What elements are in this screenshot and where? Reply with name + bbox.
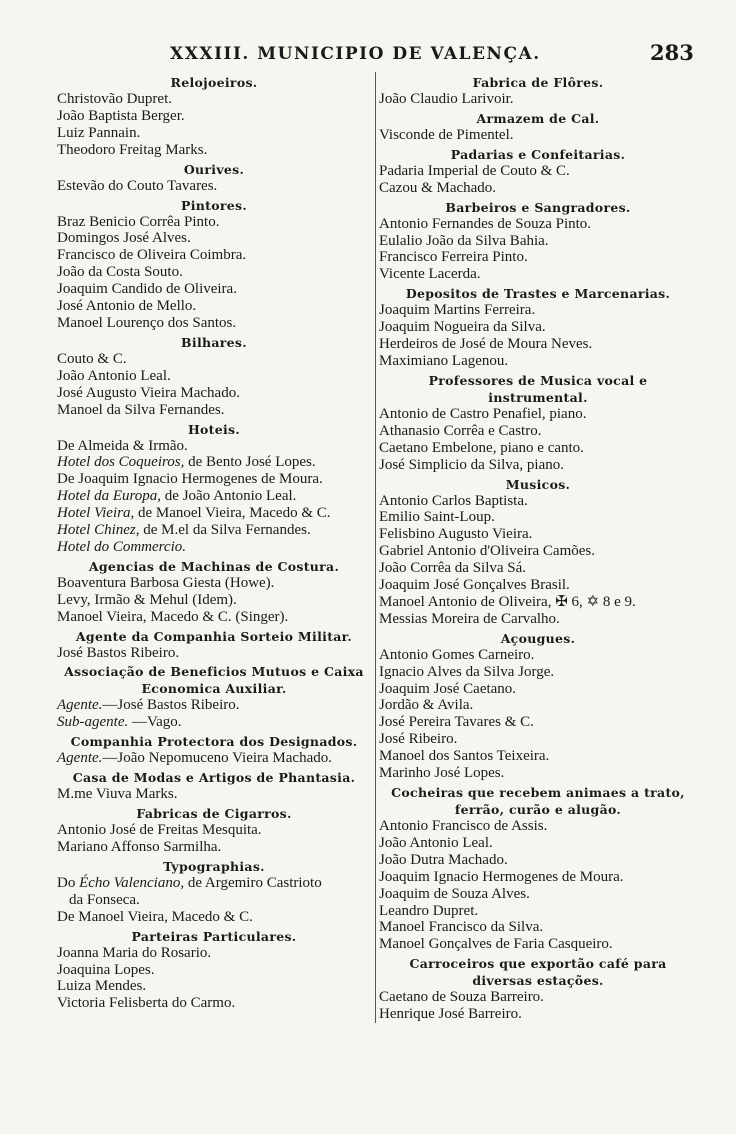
entry-text: Antonio Carlos Baptista. [379,492,528,509]
directory-section [57,197,371,332]
section-title: Typographias. [163,858,265,874]
directory-entry [379,765,697,782]
section-title: Relojoeiros. [170,75,258,90]
directory-section [57,628,371,662]
directory-entry [379,697,697,714]
directory-columns [57,72,691,1072]
directory-entry [379,216,697,233]
entry-text: Victoria Felisberta do Carmo. [57,995,236,1012]
directory-entry [57,962,371,979]
entry-text: José Augusto Vieira Machado. [57,384,240,401]
directory-entry [379,233,697,250]
directory-entry [57,786,371,803]
entry-text: Theodoro Freitag Marks. [57,141,208,158]
directory-entry [57,945,371,962]
entry-text: Manoel Vieira, Macedo & C. (Singer). [57,608,289,625]
entry-text: de Manoel Vieira, Macedo & C. [134,505,331,522]
entry-text: José Bastos Ribeiro. [57,644,180,661]
section-title: Parteiras Particulares. [131,928,297,944]
entry-text: Manoel Antonio de Oliveira, ✠ 6, ✡ 8 e 9. [379,593,636,610]
directory-section [379,110,697,144]
directory-entry [57,438,371,455]
entry-text: Joaquim Nogueira da Silva. [379,319,546,336]
directory-entry [379,163,697,180]
directory-section [57,161,371,195]
entry-text: Messias Moreira de Carvalho. [379,610,560,627]
directory-section [379,74,697,108]
entry-text: João Claudio Larivoir. [379,91,514,107]
directory-entry [379,577,697,594]
directory-entry [57,575,371,592]
entry-italic: Hotel Chinez, [57,522,140,539]
section-title: Padarias e Confeitarias. [450,146,626,162]
directory-entry [57,822,371,839]
directory-entry [379,852,697,869]
directory-entry [57,714,371,731]
entry-text: —Vago. [128,714,182,731]
directory-entry [379,903,697,920]
entry-text: Joaquim Martins Ferreira. [379,302,536,319]
directory-entry [57,839,371,856]
entry-italic: Hotel do Commercio. [57,538,187,555]
directory-section [379,955,697,1023]
entry-italic: Hotel Vieira, [57,505,135,522]
left-column [57,72,371,1012]
entry-text: Francisco Ferreira Pinto. [379,249,528,266]
directory-section [57,805,371,856]
entry-text: Antonio Gomes Carneiro. [379,646,535,663]
directory-entry [379,919,697,936]
directory-entry [379,714,697,731]
directory-entry [379,180,697,197]
directory-section [57,663,371,731]
section-title: Fabricas de Cigarros. [136,806,292,822]
entry-text: Joaquim Candido de Oliveira. [57,281,237,298]
directory-entry [379,127,697,144]
directory-entry [57,385,371,402]
section-title: Casa de Modas e Artigos de Phantasia. [72,770,356,786]
section-title: Musicos. [505,476,571,492]
directory-entry [57,178,371,195]
entry-text: Antonio Fernandes de Souza Pinto. [379,215,592,232]
entry-text: Boaventura Barbosa Giesta (Howe). [57,574,275,591]
directory-section [57,733,371,767]
directory-section [379,476,697,628]
section-title: Agente da Companhia Sorteio Militar. [75,628,353,644]
directory-entry [379,249,697,266]
section-title: Ourives. [183,161,245,177]
directory-entry [379,353,697,370]
entry-text: Levy, Irmão & Mehul (Idem). [57,591,237,608]
directory-section [379,784,697,953]
entry-text: Visconde de Pimentel. [379,126,514,143]
entry-text: Mariano Affonso Sarmilha. [57,839,222,855]
entry-text: Braz Benicio Corrêa Pinto. [57,213,220,230]
directory-entry [57,522,371,539]
section-title: Associação de Beneficios Mutuos e Caixa Economica Auxiliar. [64,664,364,697]
directory-entry [57,539,371,556]
directory-section [57,858,371,926]
entry-text: Joaquina Lopes. [57,961,155,978]
directory-entry [57,298,371,315]
entry-text: Marinho José Lopes. [379,765,505,782]
entry-text: Felisbino Augusto Vieira. [379,526,533,543]
entry-text: João Corrêa da Silva Sá. [379,560,527,577]
entry-text: M.me Viuva Marks. [57,786,178,803]
entry-italic: Sub-agente. [57,714,129,731]
section-title: Cocheiras que recebem animaes a trato, ferrão, curão e alugão. [391,785,685,817]
entry-text: João da Costa Souto. [57,264,183,281]
entry-text: Jordão & Avila. [379,697,474,714]
entry-text: Estevão do Couto Tavares. [57,177,218,194]
directory-section [57,334,371,419]
section-title: Depositos de Trastes e Marcenarias. [405,286,671,302]
entry-text: —José Bastos Ribeiro. [102,697,240,714]
entry-text: Padaria Imperial de Couto & C. [379,162,570,179]
directory-entry [57,351,371,368]
directory-entry [57,592,371,609]
entry-text: da Fonseca. [69,891,140,908]
section-title: Hoteis. [187,421,241,437]
directory-section [57,769,371,803]
directory-section [379,630,697,782]
directory-entry [379,302,697,319]
directory-entry [379,818,697,835]
directory-entry [57,108,371,125]
directory-entry [379,543,697,560]
entry-text: Ignacio Alves da Silva Jorge. [379,663,555,680]
entry-text: Maximiano Lagenou. [379,352,509,369]
entry-text: De Manoel Vieira, Macedo & C. [57,908,253,925]
entry-text: Do [57,874,80,891]
entry-text: —João Nepomuceno Vieira Machado. [102,750,332,767]
entry-text: de Argemiro Castrioto [184,874,322,891]
directory-entry [379,457,697,474]
directory-entry [57,750,371,767]
directory-entry [379,681,697,698]
directory-entry [379,509,697,526]
directory-entry [379,835,697,852]
running-title: XXXIII. MUNICIPIO DE VALENÇA. [170,44,541,64]
directory-section [57,558,371,626]
directory-entry [379,493,697,510]
directory-entry [57,505,371,522]
page-number: 283 [650,40,694,65]
directory-entry [57,281,371,298]
section-title: Agencias de Machinas de Costura. [88,558,340,574]
directory-entry [379,423,697,440]
entry-text: José Simplicio da Silva, piano. [379,456,564,473]
directory-entry [379,336,697,353]
section-title: Pintores. [181,197,247,213]
right-column [375,72,697,1023]
directory-entry [379,611,697,628]
entry-text: Luiza Mendes. [57,978,147,995]
directory-entry [57,995,371,1012]
entry-text: Athanasio Corrêa e Castro. [379,422,542,439]
directory-entry [379,440,697,457]
section-title: Barbeiros e Sangradores. [445,199,631,215]
entry-text: Manoel da Silva Fernandes. [57,401,225,418]
entry-text: Joanna Maria do Rosario. [57,944,212,961]
entry-italic: Écho Valenciano, [79,874,185,891]
directory-entry [57,214,371,231]
directory-entry [379,731,697,748]
entry-text: Luiz Pannain. [57,124,141,141]
entry-text: Joaquim José Gonçalves Brasil. [379,577,570,594]
directory-entry [57,909,371,926]
directory-entry [379,936,697,953]
directory-entry [57,645,371,662]
entry-text: José Antonio de Mello. [57,298,197,315]
entry-text: Christovão Dupret. [57,91,172,107]
section-title: Companhia Protectora dos Designados. [70,734,358,750]
directory-section [379,285,697,370]
directory-entry [379,91,697,108]
entry-text: Caetano Embelone, piano e canto. [379,439,584,456]
directory-entry [379,594,697,611]
section-title: Açougues. [500,630,576,646]
directory-entry [57,892,371,909]
entry-text: Vicente Lacerda. [379,266,481,283]
directory-entry [57,125,371,142]
entry-text: João Baptista Berger. [57,107,185,124]
directory-entry [379,319,697,336]
entry-text: José Ribeiro. [379,731,458,748]
directory-entry [57,247,371,264]
section-title: Fabrica de Flôres. [472,75,604,90]
directory-section [379,372,697,474]
page-header [0,40,736,70]
directory-entry [57,91,371,108]
entry-italic: Hotel da Europa, [57,488,162,505]
entry-text: Joaquim Ignacio Hermogenes de Moura. [379,868,624,885]
entry-italic: Agente. [57,750,103,767]
directory-entry [57,315,371,332]
entry-text: Joaquim José Caetano. [379,680,517,697]
entry-text: Caetano de Souza Barreiro. [379,989,544,1006]
directory-entry [379,406,697,423]
directory-entry [379,1006,697,1023]
entry-text: Manoel dos Santos Teixeira. [379,748,550,765]
entry-text: Couto & C. [57,350,127,367]
entry-text: de João Antonio Leal. [161,488,297,505]
entry-text: Domingos José Alves. [57,230,191,247]
section-title: Bilhares. [181,334,247,350]
entry-text: João Antonio Leal. [379,834,493,851]
directory-entry [57,142,371,159]
directory-entry [379,748,697,765]
entry-text: Cazou & Machado. [379,179,497,196]
entry-text: Antonio Francisco de Assis. [379,818,548,834]
directory-entry [379,560,697,577]
directory-entry [379,266,697,283]
entry-text: João Antonio Leal. [57,367,171,384]
entry-text: Emilio Saint-Loup. [379,509,495,526]
directory-section [57,928,371,1013]
directory-entry [379,647,697,664]
directory-entry [57,402,371,419]
directory-entry [57,454,371,471]
section-title: Carroceiros que exportão café para diversas estações. [409,956,667,989]
directory-entry [57,609,371,626]
entry-text: Manoel Lourenço dos Santos. [57,314,237,331]
entry-text: Henrique José Barreiro. [379,1006,522,1023]
entry-text: Antonio José de Freitas Mesquita. [57,822,262,839]
directory-entry [57,471,371,488]
entry-text: Antonio de Castro Penafiel, piano. [379,405,587,422]
entry-text: Leandro Dupret. [379,902,479,919]
entry-text: Francisco de Oliveira Coimbra. [57,247,247,264]
directory-entry [57,697,371,714]
entry-text: De Joaquim Ignacio Hermogenes de Moura. [57,471,323,488]
directory-section [57,421,371,556]
directory-entry [379,989,697,1006]
entry-text: Manoel Gonçalves de Faria Casqueiro. [379,936,613,953]
directory-section [379,199,697,284]
entry-text: De Almeida & Irmão. [57,437,188,454]
entry-text: José Pereira Tavares & C. [379,714,534,731]
directory-entry [379,869,697,886]
directory-entry [379,664,697,681]
directory-entry [57,368,371,385]
section-title: Armazem de Cal. [476,110,600,126]
entry-text: João Dutra Machado. [379,851,508,868]
directory-entry [57,264,371,281]
directory-entry [57,230,371,247]
directory-section [379,146,697,197]
section-title: Professores de Musica vocal e instrumental. [428,372,648,405]
entry-text: Joaquim de Souza Alves. [379,885,530,902]
directory-entry [57,488,371,505]
entry-italic: Agente. [57,697,103,714]
entry-text: Manoel Francisco da Silva. [379,919,544,936]
directory-entry [379,886,697,903]
entry-text: Gabriel Antonio d'Oliveira Camões. [379,543,595,560]
directory-entry [379,526,697,543]
entry-text: Herdeiros de José de Moura Neves. [379,336,593,353]
entry-text: de Bento José Lopes. [184,454,316,471]
directory-entry [57,875,371,892]
entry-text: de M.el da Silva Fernandes. [139,522,311,539]
entry-italic: Hotel dos Coqueiros, [57,454,185,471]
directory-entry [57,978,371,995]
directory-section [57,74,371,159]
entry-text: Eulalio João da Silva Bahia. [379,232,549,249]
